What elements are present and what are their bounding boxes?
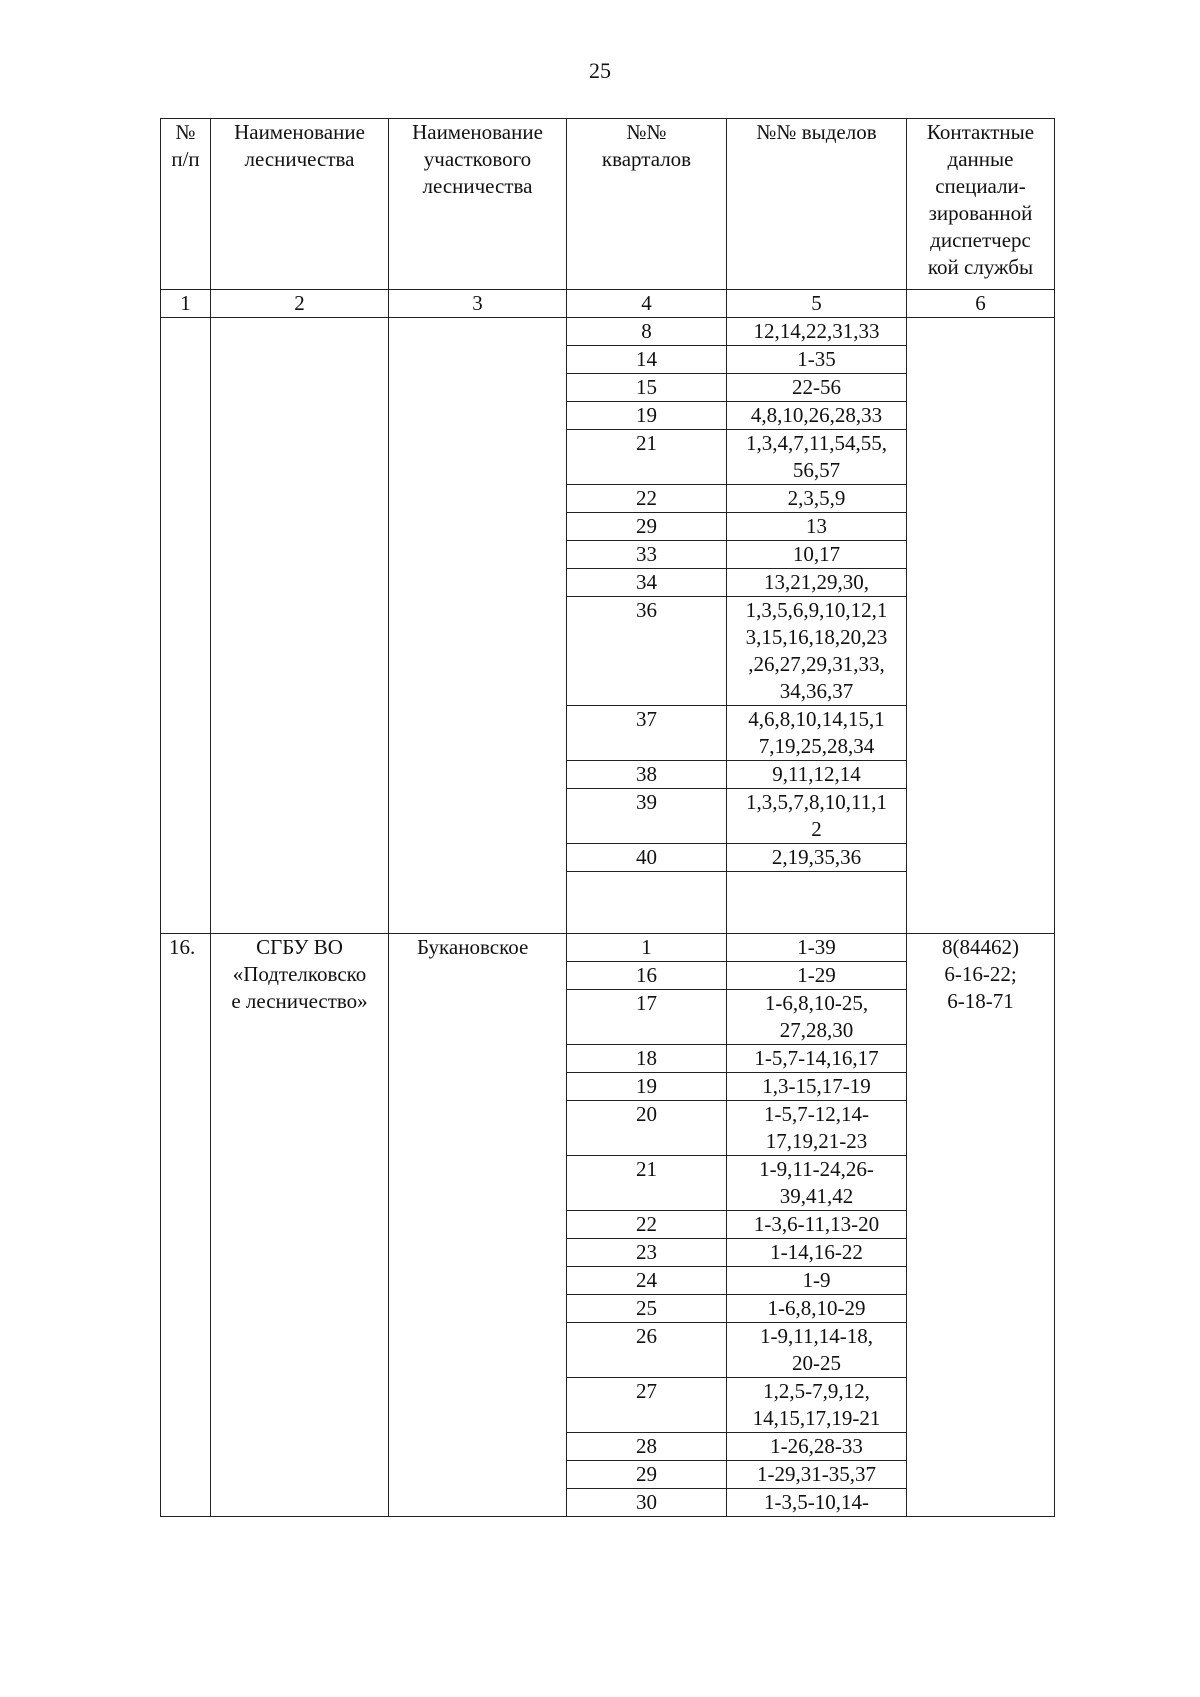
contact-data: 8(84462) 6-16-22; 6-18-71 — [907, 934, 1055, 1517]
column-number: 6 — [907, 290, 1055, 318]
allotment-numbers: 1,3,4,7,11,54,55, 56,57 — [727, 430, 907, 485]
column-number: 3 — [389, 290, 567, 318]
quarter-number: 40 — [567, 844, 727, 872]
quarter-number: 29 — [567, 1461, 727, 1489]
column-number-row — [161, 290, 1055, 318]
allotment-numbers: 1-35 — [727, 346, 907, 374]
quarter-number: 22 — [567, 485, 727, 513]
page-number: 25 — [589, 58, 611, 83]
quarter-number: 26 — [567, 1323, 727, 1378]
allotment-numbers: 1-39 — [727, 934, 907, 962]
row-number: 16. — [161, 934, 211, 1517]
quarter-number: 33 — [567, 541, 727, 569]
contact-data — [907, 318, 1055, 934]
empty-cell — [727, 872, 907, 934]
allotment-numbers: 1-6,8,10-25, 27,28,30 — [727, 990, 907, 1045]
forestry-table-container — [160, 118, 1055, 1517]
quarter-number: 20 — [567, 1101, 727, 1156]
quarter-number: 37 — [567, 706, 727, 761]
allotment-numbers: 1-29 — [727, 962, 907, 990]
allotment-numbers: 12,14,22,31,33 — [727, 318, 907, 346]
quarter-number: 27 — [567, 1378, 727, 1433]
quarter-number: 19 — [567, 1073, 727, 1101]
table-row — [161, 318, 1055, 346]
allotment-numbers: 4,8,10,26,28,33 — [727, 402, 907, 430]
allotment-numbers: 1,3,5,6,9,10,12,1 3,15,16,18,20,23 ,26,27,29,31,33, 34,36,37 — [727, 597, 907, 706]
quarter-number: 21 — [567, 1156, 727, 1211]
column-number: 1 — [161, 290, 211, 318]
allotment-numbers: 1,2,5-7,9,12, 14,15,17,19-21 — [727, 1378, 907, 1433]
allotment-numbers: 1-3,5-10,14- — [727, 1489, 907, 1517]
quarter-number: 17 — [567, 990, 727, 1045]
group-16 — [161, 934, 1055, 1517]
column-number: 2 — [211, 290, 389, 318]
quarter-number: 22 — [567, 1211, 727, 1239]
header-row — [161, 119, 1055, 290]
quarter-number: 1 — [567, 934, 727, 962]
allotment-numbers: 1-5,7-14,16,17 — [727, 1045, 907, 1073]
quarter-number: 16 — [567, 962, 727, 990]
header-num: № п/п — [161, 119, 211, 290]
column-number: 5 — [727, 290, 907, 318]
row-number — [161, 318, 211, 934]
allotment-numbers: 1-3,6-11,13-20 — [727, 1211, 907, 1239]
allotment-numbers: 1-6,8,10-29 — [727, 1295, 907, 1323]
district-name: Букановское — [389, 934, 567, 1517]
quarter-number: 15 — [567, 374, 727, 402]
quarter-number: 19 — [567, 402, 727, 430]
quarter-number: 25 — [567, 1295, 727, 1323]
quarter-number: 23 — [567, 1239, 727, 1267]
quarter-number: 18 — [567, 1045, 727, 1073]
allotment-numbers: 2,3,5,9 — [727, 485, 907, 513]
quarter-number: 36 — [567, 597, 727, 706]
allotment-numbers: 2,19,35,36 — [727, 844, 907, 872]
quarter-number: 34 — [567, 569, 727, 597]
allotment-numbers: 1-5,7-12,14- 17,19,21-23 — [727, 1101, 907, 1156]
allotment-numbers: 1-26,28-33 — [727, 1433, 907, 1461]
table-row — [161, 934, 1055, 962]
quarter-number: 28 — [567, 1433, 727, 1461]
quarter-number: 14 — [567, 346, 727, 374]
district-name — [389, 318, 567, 934]
allotment-numbers: 9,11,12,14 — [727, 761, 907, 789]
allotment-numbers: 1-9 — [727, 1267, 907, 1295]
allotment-numbers: 10,17 — [727, 541, 907, 569]
forestry-name — [211, 318, 389, 934]
allotment-numbers: 1-9,11,14-18, 20-25 — [727, 1323, 907, 1378]
header-forestry: Наименование лесничества — [211, 119, 389, 290]
group-continued — [161, 318, 1055, 934]
quarter-number: 30 — [567, 1489, 727, 1517]
quarter-number: 39 — [567, 789, 727, 844]
allotment-numbers: 1-9,11-24,26- 39,41,42 — [727, 1156, 907, 1211]
empty-cell — [567, 872, 727, 934]
allotment-numbers: 1,3-15,17-19 — [727, 1073, 907, 1101]
allotment-numbers: 13,21,29,30, — [727, 569, 907, 597]
allotment-numbers: 13 — [727, 513, 907, 541]
header-quarters: №№ кварталов — [567, 119, 727, 290]
header-district: Наименование участкового лесничества — [389, 119, 567, 290]
allotment-numbers: 1,3,5,7,8,10,11,1 2 — [727, 789, 907, 844]
quarter-number: 24 — [567, 1267, 727, 1295]
header-contacts: Контактные данные специали- зированной диспетчерс кой службы — [907, 119, 1055, 290]
column-number: 4 — [567, 290, 727, 318]
allotment-numbers: 1-29,31-35,37 — [727, 1461, 907, 1489]
forestry-table — [160, 118, 1055, 1517]
quarter-number: 38 — [567, 761, 727, 789]
allotment-numbers: 4,6,8,10,14,15,1 7,19,25,28,34 — [727, 706, 907, 761]
header-allotments: №№ выделов — [727, 119, 907, 290]
allotment-numbers: 1-14,16-22 — [727, 1239, 907, 1267]
quarter-number: 8 — [567, 318, 727, 346]
quarter-number: 29 — [567, 513, 727, 541]
forestry-name: СГБУ ВО «Подтелковско е лесничество» — [211, 934, 389, 1517]
allotment-numbers: 22-56 — [727, 374, 907, 402]
quarter-number: 21 — [567, 430, 727, 485]
